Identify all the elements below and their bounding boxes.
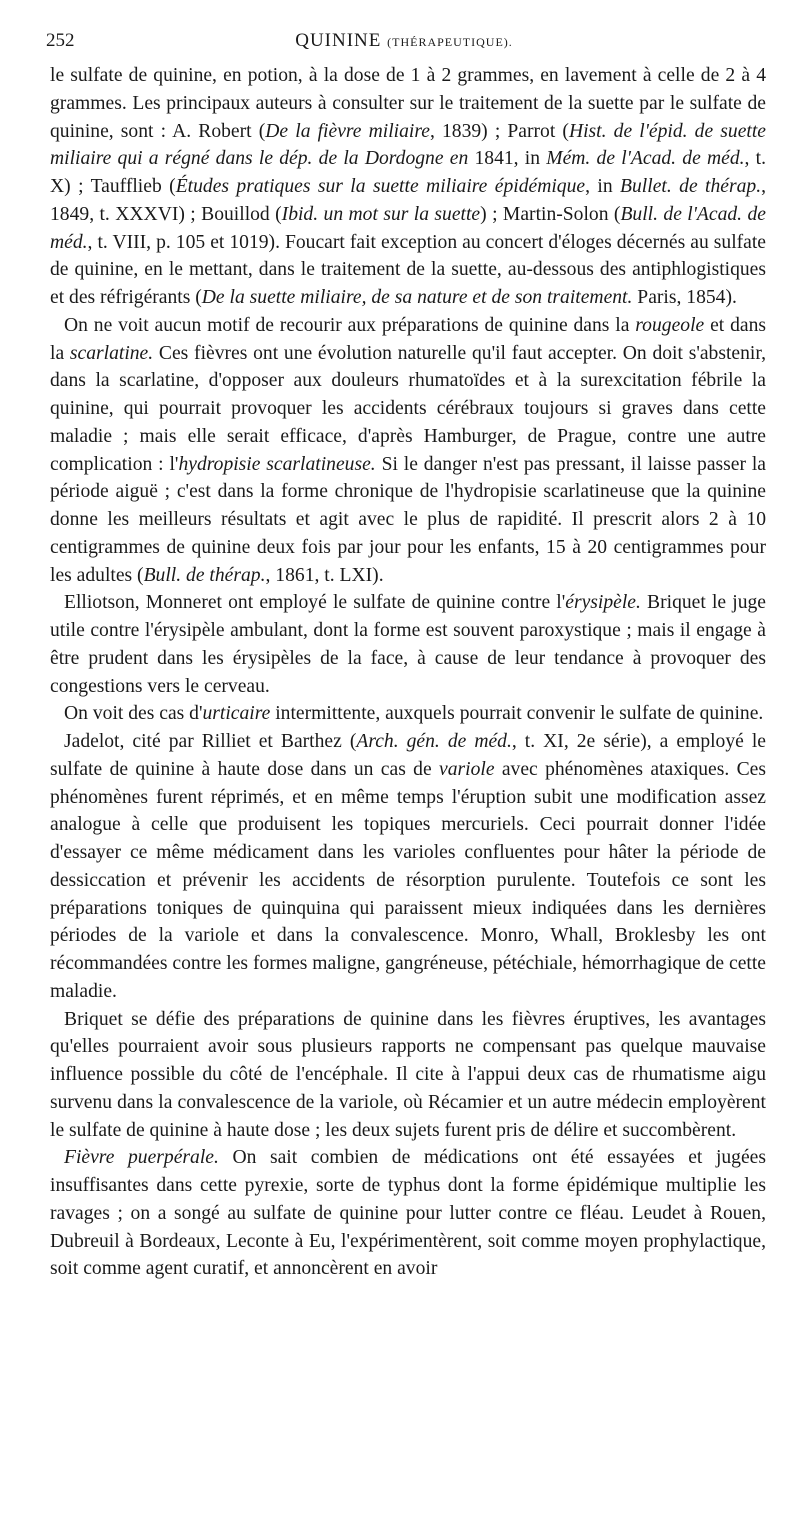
italic-text: rougeole: [635, 314, 705, 336]
italic-text: hydropisie scarlatineuse.: [178, 453, 376, 475]
italic-text: érysipèle.: [565, 592, 641, 614]
running-title-main: QUININE: [295, 30, 382, 51]
italic-text: Hist. de l'épid. de suette miliaire qui a régné dans le dép. de la Dordogne en: [50, 120, 766, 170]
italic-text: Ibid. un mot sur la suette: [281, 203, 481, 225]
running-title-sub: (THÉRAPEUTIQUE).: [387, 35, 513, 49]
italic-text: De la suette miliaire, de sa nature et de son traitement.: [201, 287, 633, 308]
text-run: ) ; Martin-Solon (: [480, 203, 621, 225]
italic-text: Bull. de l'Acad. de méd.: [50, 203, 766, 253]
paragraph-fievre-puerperale: [50, 1144, 766, 1283]
italic-text: Bull. de thérap.: [143, 564, 266, 586]
page-number: 252: [46, 30, 75, 51]
italic-text: Études pratiques sur la suette miliaire épidémique: [175, 176, 586, 197]
text-run: On sait combien de médications ont été essayées et jugées insuffisantes dans cette pyrexie, sorte de typhus dont la forme épidémique multiplie les ravages ; on a songé au sulfate de quinine pour lutter contre ce fléau. Leudet à Rouen, Dubreuil à Bordeaux, Leconte à Eu, l'expérimentèrent, soit comme moyen prophylactique, soit comme agent curatif, et annoncèrent en avoir: [50, 1147, 767, 1280]
italic-text: De la fièvre miliaire: [265, 120, 430, 142]
text-run: Ces fièvres ont une évolution naturelle qu'il faut accepter. On doit s'abstenir, dans la scarlatine, d'opposer aux douleurs rhumatoïdes et à la surexcitation fébrile la quinine, qui pourrait provoquer les accidents cérébraux toujours si graves dans cette maladie ; mais elle serait efficace, d'après Hamburger, de Prague, contre une autre complication : l': [50, 342, 766, 475]
text-run: Briquet le juge utile contre l'érysipèle ambulant, dont la forme est souvent paroxystique ; mais il engage à être prudent dans les érysipèles de la face, à cause de leur tendance à provoquer des congestions vers le cerveau.: [50, 592, 766, 697]
page-header: [46, 30, 762, 60]
italic-text: Arch. gén. de méd.: [356, 731, 512, 752]
paragraph-erysipele: [50, 589, 766, 700]
paragraph-suette-references: [50, 62, 766, 312]
text-run: le sulfate de quinine, en potion, à la dose de 1 à 2 grammes, en lavement à celle de 2 à 4 grammes. Les principaux auteurs à consulter sur le traitement de la suette par le sulfate de quinine, sont : A. Robert (: [50, 65, 766, 142]
text-run: , 1861, t. LXI).: [265, 564, 384, 586]
text-run: , t. VIII, p. 105 et 1019). Foucart fait exception au concert d'éloges décernés au sulfate de quinine, en le mettant, dans le traitement de la suette, au-dessous des antiphlogistiques et des réfrigérants (: [50, 231, 766, 308]
paragraph-urticaire: [50, 700, 766, 728]
text-run: intermittente, auxquels pourrait convenir le sulfate de quinine.: [270, 703, 764, 725]
italic-text: Fièvre puerpérale.: [64, 1147, 219, 1169]
text-run: avec phénomènes ataxiques. Ces phénomènes furent réprimés, et en même temps l'éruption subit une modification assez analogue à celle que produisent les topiques mercuriels. Ceci pourrait donner l'idée d'essayer ce même médicament dans les varioles confluentes pour hâter la période de dessiccation et prévenir les accidents de résorption purulente. Toutefois ce sont les préparations toniques de quinquina qui paraissent mieux indiquées dans les dernières périodes de la variole et dans la convalescence. Monro, Whall, Broklesby les ont récommandées contre les formes maligne, gangréneuse, pétéchiale, hémorrhagique de cette maladie.: [50, 758, 767, 1002]
text-run: et dans la: [50, 314, 766, 364]
text-run: , t. X) ; Taufflieb (: [50, 148, 767, 197]
text-run: On voit des cas d': [64, 703, 203, 725]
text-run: , t. XI, 2e série), a employé le sulfate de quinine à haute dose dans un cas de: [50, 731, 767, 780]
italic-text: urticaire: [202, 703, 271, 725]
italic-text: Mém. de l'Acad. de méd.: [546, 148, 745, 170]
page-body: [50, 62, 766, 1283]
text-run: Briquet se défie des préparations de quinine dans les fièvres éruptives, les avantages qu'elles pourraient avoir sous plusieurs rapports ne compensant pas quelque mauvaise influence possible du côté de l'encéphale. Il cite à l'appui deux cas de rhumatisme aigu survenu dans la convalescence de la variole, où Récamier et un autre médecin employèrent le sulfate de quinine à haute dose ; les deux sujets furent pris de délire et succombèrent.: [50, 1008, 766, 1141]
paragraph-rougeole-scarlatine: [50, 312, 766, 590]
text-run: , 1839) ; Parrot (: [429, 120, 569, 142]
italic-text: scarlatine.: [69, 342, 154, 364]
text-run: Elliotson, Monneret ont employé le sulfate de quinine contre l': [64, 592, 566, 614]
paragraph-fievres-eruptives: [50, 1006, 766, 1145]
text-run: 1841, in: [468, 148, 547, 170]
text-run: Jadelot, cité par Rilliet et Barthez (: [64, 731, 357, 752]
paragraph-variole: [50, 728, 766, 1006]
running-title: [46, 30, 762, 52]
text-run: Si le danger n'est pas pressant, il laisse passer la période aiguë ; c'est dans la forme chronique de l'hydropisie scarlatineuse que la quinine donne les meilleurs résultats et agit avec le plus de rapidité. Il prescrit alors 2 à 10 centigrammes de quinine deux fois par jour pour les enfants, 15 à 20 centigrammes pour les adultes (: [50, 453, 766, 586]
italic-text: Bullet. de thérap.: [620, 176, 762, 197]
text-run: Paris, 1854).: [632, 287, 737, 308]
text-run: , in: [585, 176, 621, 197]
text-run: On ne voit aucun motif de recourir aux préparations de quinine dans la: [64, 314, 636, 336]
italic-text: variole: [439, 758, 495, 780]
text-run: , 1849, t. XXXVI) ; Bouillod (: [50, 176, 767, 225]
